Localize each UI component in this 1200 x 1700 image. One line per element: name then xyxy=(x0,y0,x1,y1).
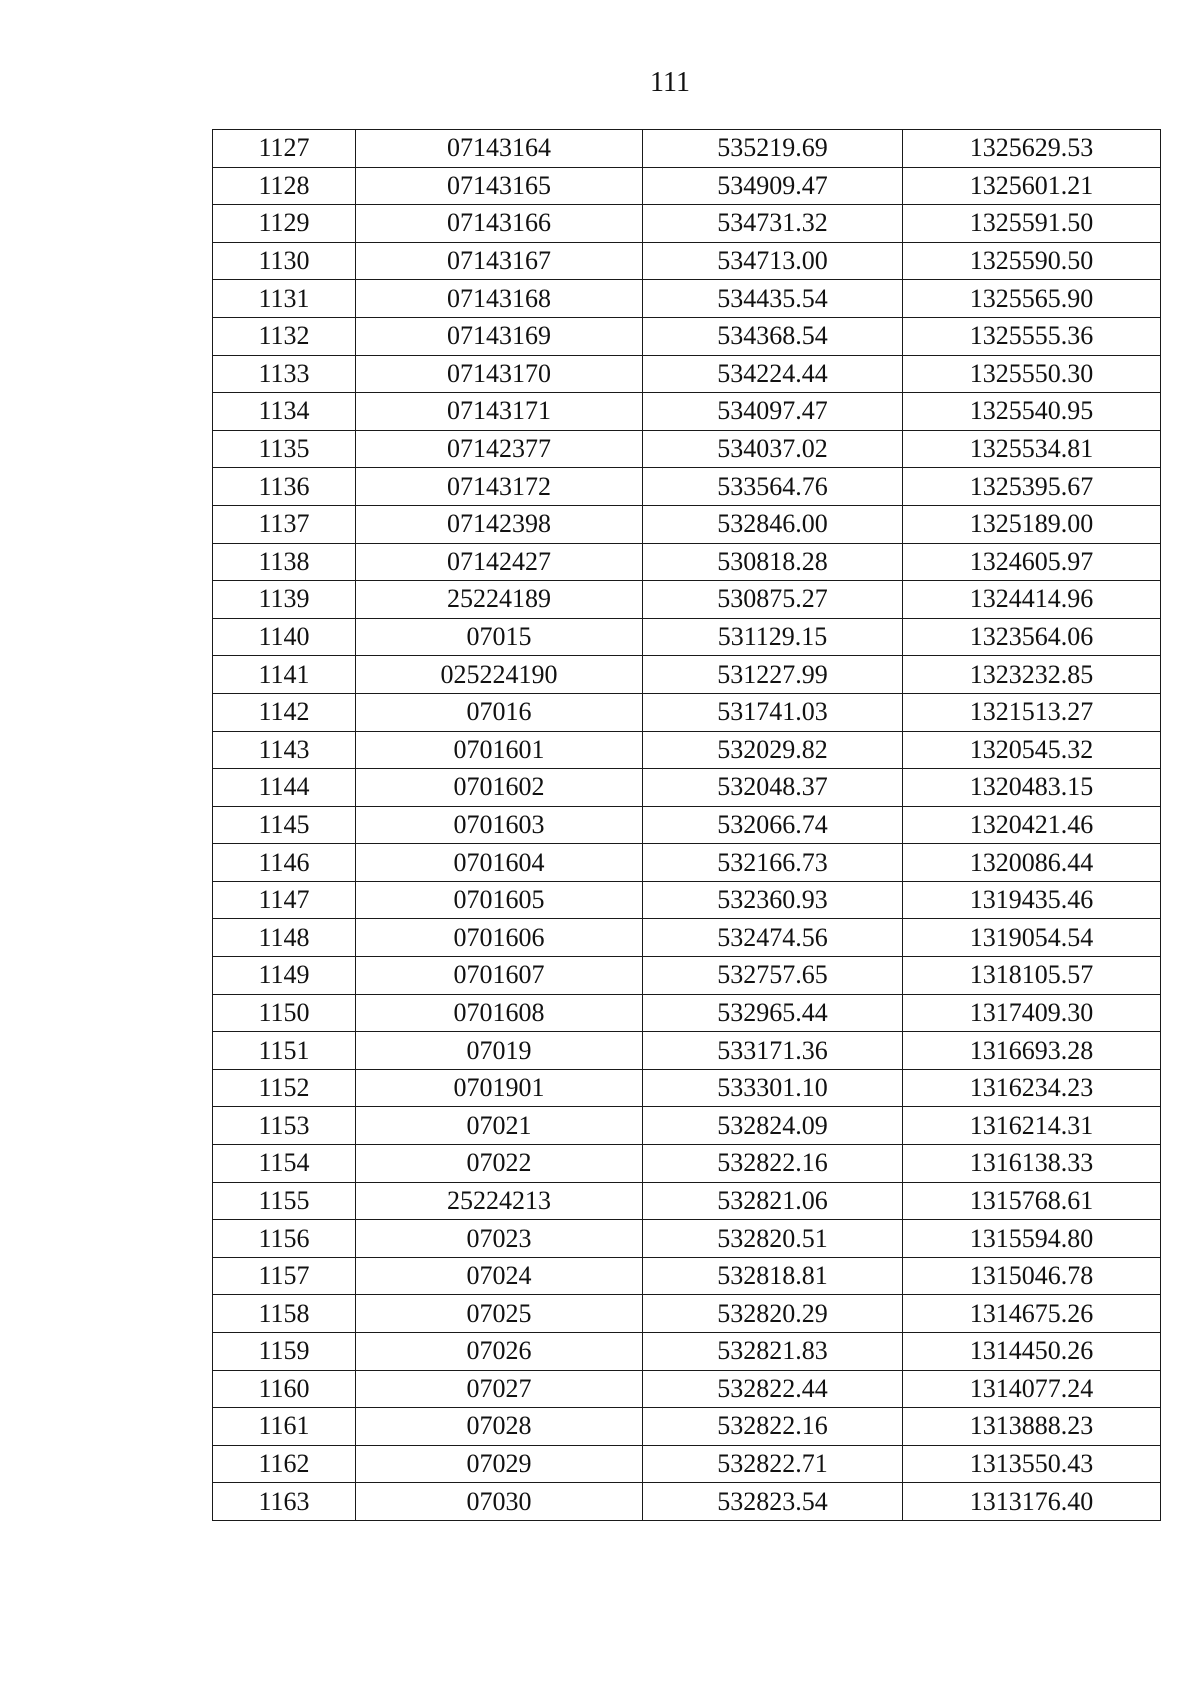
point-id-cell: 07025 xyxy=(356,1295,643,1333)
x-coordinate-cell: 532820.51 xyxy=(643,1220,903,1258)
x-coordinate-cell: 531227.99 xyxy=(643,656,903,694)
table-row xyxy=(213,393,1161,431)
x-coordinate-cell: 532818.81 xyxy=(643,1257,903,1295)
x-coordinate-cell: 532822.44 xyxy=(643,1370,903,1408)
row-number-cell: 1146 xyxy=(213,844,356,882)
row-number-cell: 1161 xyxy=(213,1408,356,1446)
point-id-cell: 07015 xyxy=(356,618,643,656)
point-id-cell: 07143170 xyxy=(356,355,643,393)
x-coordinate-cell: 532965.44 xyxy=(643,994,903,1032)
y-coordinate-cell: 1325395.67 xyxy=(903,468,1161,506)
point-id-cell: 07143172 xyxy=(356,468,643,506)
row-number-cell: 1163 xyxy=(213,1483,356,1521)
x-coordinate-cell: 532360.93 xyxy=(643,881,903,919)
x-coordinate-cell: 532823.54 xyxy=(643,1483,903,1521)
row-number-cell: 1159 xyxy=(213,1333,356,1371)
row-number-cell: 1141 xyxy=(213,656,356,694)
table-row xyxy=(213,994,1161,1032)
row-number-cell: 1155 xyxy=(213,1182,356,1220)
point-id-cell: 07143164 xyxy=(356,130,643,168)
table-row xyxy=(213,242,1161,280)
table-row xyxy=(213,1295,1161,1333)
row-number-cell: 1140 xyxy=(213,618,356,656)
y-coordinate-cell: 1315046.78 xyxy=(903,1257,1161,1295)
x-coordinate-cell: 534731.32 xyxy=(643,205,903,243)
y-coordinate-cell: 1315768.61 xyxy=(903,1182,1161,1220)
row-number-cell: 1151 xyxy=(213,1032,356,1070)
x-coordinate-cell: 530818.28 xyxy=(643,543,903,581)
y-coordinate-cell: 1323564.06 xyxy=(903,618,1161,656)
row-number-cell: 1136 xyxy=(213,468,356,506)
point-id-cell: 07016 xyxy=(356,693,643,731)
y-coordinate-cell: 1325540.95 xyxy=(903,393,1161,431)
coordinates-table-body xyxy=(213,130,1161,1521)
point-id-cell: 0701607 xyxy=(356,957,643,995)
row-number-cell: 1137 xyxy=(213,505,356,543)
table-row xyxy=(213,1032,1161,1070)
table-row xyxy=(213,919,1161,957)
point-id-cell: 07143168 xyxy=(356,280,643,318)
row-number-cell: 1127 xyxy=(213,130,356,168)
x-coordinate-cell: 532820.29 xyxy=(643,1295,903,1333)
x-coordinate-cell: 532822.16 xyxy=(643,1145,903,1183)
y-coordinate-cell: 1325565.90 xyxy=(903,280,1161,318)
table-row xyxy=(213,957,1161,995)
table-row xyxy=(213,130,1161,168)
point-id-cell: 025224190 xyxy=(356,656,643,694)
x-coordinate-cell: 532166.73 xyxy=(643,844,903,882)
x-coordinate-cell: 534909.47 xyxy=(643,167,903,205)
row-number-cell: 1153 xyxy=(213,1107,356,1145)
row-number-cell: 1148 xyxy=(213,919,356,957)
row-number-cell: 1158 xyxy=(213,1295,356,1333)
table-row xyxy=(213,167,1161,205)
table-row xyxy=(213,1370,1161,1408)
row-number-cell: 1162 xyxy=(213,1445,356,1483)
x-coordinate-cell: 534435.54 xyxy=(643,280,903,318)
point-id-cell: 0701602 xyxy=(356,769,643,807)
x-coordinate-cell: 532474.56 xyxy=(643,919,903,957)
row-number-cell: 1157 xyxy=(213,1257,356,1295)
x-coordinate-cell: 532821.83 xyxy=(643,1333,903,1371)
row-number-cell: 1138 xyxy=(213,543,356,581)
y-coordinate-cell: 1320545.32 xyxy=(903,731,1161,769)
y-coordinate-cell: 1325601.21 xyxy=(903,167,1161,205)
table-row xyxy=(213,1257,1161,1295)
point-id-cell: 07021 xyxy=(356,1107,643,1145)
point-id-cell: 0701606 xyxy=(356,919,643,957)
point-id-cell: 25224189 xyxy=(356,581,643,619)
x-coordinate-cell: 533301.10 xyxy=(643,1069,903,1107)
table-row xyxy=(213,1333,1161,1371)
point-id-cell: 0701603 xyxy=(356,806,643,844)
x-coordinate-cell: 532822.71 xyxy=(643,1445,903,1483)
y-coordinate-cell: 1320421.46 xyxy=(903,806,1161,844)
y-coordinate-cell: 1314450.26 xyxy=(903,1333,1161,1371)
coordinates-table xyxy=(212,129,1161,1521)
point-id-cell: 07029 xyxy=(356,1445,643,1483)
row-number-cell: 1142 xyxy=(213,693,356,731)
row-number-cell: 1149 xyxy=(213,957,356,995)
table-row xyxy=(213,280,1161,318)
y-coordinate-cell: 1325534.81 xyxy=(903,430,1161,468)
x-coordinate-cell: 532824.09 xyxy=(643,1107,903,1145)
table-row xyxy=(213,1408,1161,1446)
table-row xyxy=(213,1445,1161,1483)
y-coordinate-cell: 1320483.15 xyxy=(903,769,1161,807)
point-id-cell: 07143171 xyxy=(356,393,643,431)
point-id-cell: 07143165 xyxy=(356,167,643,205)
table-row xyxy=(213,844,1161,882)
point-id-cell: 0701608 xyxy=(356,994,643,1032)
row-number-cell: 1147 xyxy=(213,881,356,919)
point-id-cell: 0701901 xyxy=(356,1069,643,1107)
x-coordinate-cell: 534368.54 xyxy=(643,317,903,355)
point-id-cell: 07030 xyxy=(356,1483,643,1521)
row-number-cell: 1131 xyxy=(213,280,356,318)
table-row xyxy=(213,1069,1161,1107)
point-id-cell: 07019 xyxy=(356,1032,643,1070)
point-id-cell: 07143166 xyxy=(356,205,643,243)
y-coordinate-cell: 1320086.44 xyxy=(903,844,1161,882)
x-coordinate-cell: 534097.47 xyxy=(643,393,903,431)
table-row xyxy=(213,430,1161,468)
point-id-cell: 07022 xyxy=(356,1145,643,1183)
y-coordinate-cell: 1324605.97 xyxy=(903,543,1161,581)
point-id-cell: 07142398 xyxy=(356,505,643,543)
table-row xyxy=(213,1107,1161,1145)
table-row xyxy=(213,1483,1161,1521)
x-coordinate-cell: 531129.15 xyxy=(643,618,903,656)
x-coordinate-cell: 534224.44 xyxy=(643,355,903,393)
row-number-cell: 1135 xyxy=(213,430,356,468)
y-coordinate-cell: 1319435.46 xyxy=(903,881,1161,919)
table-row xyxy=(213,355,1161,393)
x-coordinate-cell: 532029.82 xyxy=(643,731,903,769)
y-coordinate-cell: 1325189.00 xyxy=(903,505,1161,543)
row-number-cell: 1145 xyxy=(213,806,356,844)
point-id-cell: 07142377 xyxy=(356,430,643,468)
x-coordinate-cell: 532846.00 xyxy=(643,505,903,543)
point-id-cell: 07023 xyxy=(356,1220,643,1258)
table-row xyxy=(213,205,1161,243)
y-coordinate-cell: 1324414.96 xyxy=(903,581,1161,619)
point-id-cell: 0701604 xyxy=(356,844,643,882)
table-row xyxy=(213,581,1161,619)
x-coordinate-cell: 533171.36 xyxy=(643,1032,903,1070)
x-coordinate-cell: 532821.06 xyxy=(643,1182,903,1220)
row-number-cell: 1152 xyxy=(213,1069,356,1107)
y-coordinate-cell: 1325555.36 xyxy=(903,317,1161,355)
point-id-cell: 0701601 xyxy=(356,731,643,769)
point-id-cell: 07143167 xyxy=(356,242,643,280)
y-coordinate-cell: 1316214.31 xyxy=(903,1107,1161,1145)
row-number-cell: 1144 xyxy=(213,769,356,807)
x-coordinate-cell: 532757.65 xyxy=(643,957,903,995)
table-row xyxy=(213,618,1161,656)
table-row xyxy=(213,693,1161,731)
y-coordinate-cell: 1325629.53 xyxy=(903,130,1161,168)
point-id-cell: 07142427 xyxy=(356,543,643,581)
x-coordinate-cell: 534037.02 xyxy=(643,430,903,468)
y-coordinate-cell: 1313550.43 xyxy=(903,1445,1161,1483)
x-coordinate-cell: 531741.03 xyxy=(643,693,903,731)
y-coordinate-cell: 1321513.27 xyxy=(903,693,1161,731)
table-row xyxy=(213,881,1161,919)
x-coordinate-cell: 534713.00 xyxy=(643,242,903,280)
table-row xyxy=(213,656,1161,694)
point-id-cell: 07026 xyxy=(356,1333,643,1371)
table-row xyxy=(213,769,1161,807)
point-id-cell: 25224213 xyxy=(356,1182,643,1220)
row-number-cell: 1133 xyxy=(213,355,356,393)
y-coordinate-cell: 1325591.50 xyxy=(903,205,1161,243)
row-number-cell: 1129 xyxy=(213,205,356,243)
x-coordinate-cell: 530875.27 xyxy=(643,581,903,619)
table-row xyxy=(213,505,1161,543)
row-number-cell: 1154 xyxy=(213,1145,356,1183)
table-row xyxy=(213,806,1161,844)
y-coordinate-cell: 1314077.24 xyxy=(903,1370,1161,1408)
y-coordinate-cell: 1325550.30 xyxy=(903,355,1161,393)
x-coordinate-cell: 532048.37 xyxy=(643,769,903,807)
point-id-cell: 07143169 xyxy=(356,317,643,355)
table-row xyxy=(213,1220,1161,1258)
y-coordinate-cell: 1313888.23 xyxy=(903,1408,1161,1446)
y-coordinate-cell: 1316138.33 xyxy=(903,1145,1161,1183)
x-coordinate-cell: 535219.69 xyxy=(643,130,903,168)
point-id-cell: 07024 xyxy=(356,1257,643,1295)
table-row xyxy=(213,468,1161,506)
y-coordinate-cell: 1323232.85 xyxy=(903,656,1161,694)
x-coordinate-cell: 532066.74 xyxy=(643,806,903,844)
row-number-cell: 1150 xyxy=(213,994,356,1032)
x-coordinate-cell: 533564.76 xyxy=(643,468,903,506)
table-row xyxy=(213,1182,1161,1220)
point-id-cell: 07028 xyxy=(356,1408,643,1446)
row-number-cell: 1128 xyxy=(213,167,356,205)
table-row xyxy=(213,1145,1161,1183)
row-number-cell: 1132 xyxy=(213,317,356,355)
table-row xyxy=(213,731,1161,769)
point-id-cell: 07027 xyxy=(356,1370,643,1408)
table-row xyxy=(213,317,1161,355)
y-coordinate-cell: 1325590.50 xyxy=(903,242,1161,280)
row-number-cell: 1156 xyxy=(213,1220,356,1258)
y-coordinate-cell: 1315594.80 xyxy=(903,1220,1161,1258)
row-number-cell: 1160 xyxy=(213,1370,356,1408)
x-coordinate-cell: 532822.16 xyxy=(643,1408,903,1446)
table-row xyxy=(213,543,1161,581)
row-number-cell: 1134 xyxy=(213,393,356,431)
y-coordinate-cell: 1317409.30 xyxy=(903,994,1161,1032)
point-id-cell: 0701605 xyxy=(356,881,643,919)
y-coordinate-cell: 1318105.57 xyxy=(903,957,1161,995)
row-number-cell: 1143 xyxy=(213,731,356,769)
y-coordinate-cell: 1316693.28 xyxy=(903,1032,1161,1070)
row-number-cell: 1139 xyxy=(213,581,356,619)
y-coordinate-cell: 1313176.40 xyxy=(903,1483,1161,1521)
y-coordinate-cell: 1316234.23 xyxy=(903,1069,1161,1107)
y-coordinate-cell: 1319054.54 xyxy=(903,919,1161,957)
y-coordinate-cell: 1314675.26 xyxy=(903,1295,1161,1333)
row-number-cell: 1130 xyxy=(213,242,356,280)
page-number: 111 xyxy=(650,67,690,98)
